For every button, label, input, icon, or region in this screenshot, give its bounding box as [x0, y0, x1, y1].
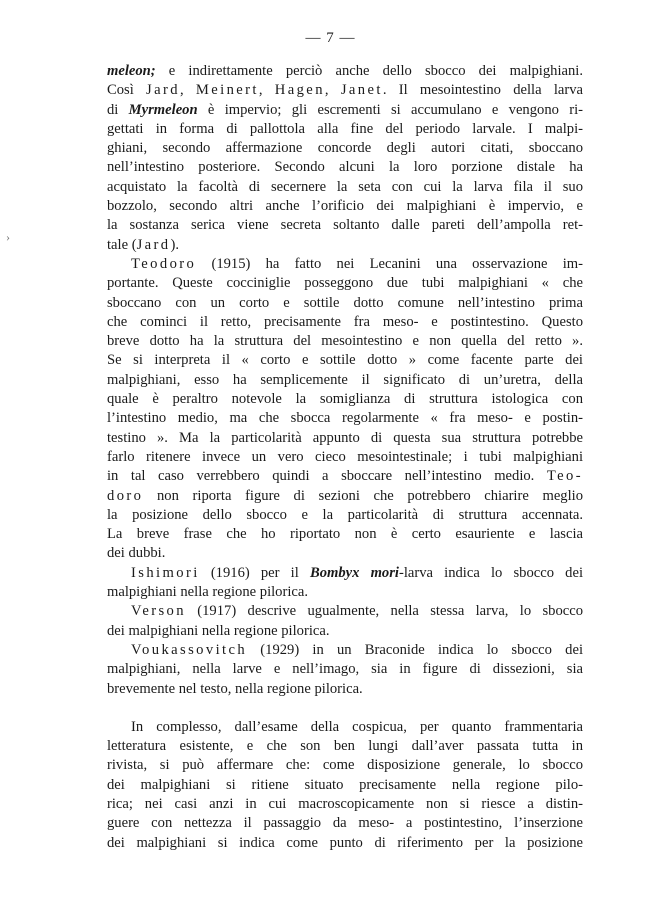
author-name: Verson — [131, 603, 186, 620]
text-line — [107, 390, 583, 409]
text-run: malpighiani, nella larve e nell’imago, sia in figure di dissezioni, sia — [107, 661, 583, 678]
text-line — [107, 409, 583, 428]
text-run: guere con nettezza il passaggio da meso- a postintestino, l’inserzione — [107, 815, 583, 832]
text-line — [107, 178, 583, 197]
text-line — [107, 718, 583, 737]
italic-term: meleon; — [107, 63, 156, 79]
text-run: Così — [107, 82, 147, 99]
text-line — [107, 680, 583, 699]
author-name: Janet — [340, 82, 383, 99]
author-name: Teo- — [546, 468, 583, 485]
author-name: Voukassovitch — [131, 641, 248, 658]
text-run: ). — [170, 236, 180, 253]
text-run: La breve frase che ho riportato non è certo esauriente e lascia — [107, 526, 583, 543]
page-number: — 7 — — [305, 30, 356, 46]
text-run: e indirettamente perciò anche dello sbocco dei malpighiani. — [155, 63, 583, 79]
text-line — [107, 81, 583, 100]
text-line — [107, 101, 583, 120]
text-line — [107, 583, 583, 602]
text-run: dei malpighiani nella regione pilorica. — [107, 622, 330, 639]
text-run: rica; nei casi anzi in cui macroscopicamente non si riesce a distin- — [107, 795, 583, 812]
text-run: sboccano con un corto e sottile dotto comune nell’intestino prima — [107, 294, 583, 311]
text-run: rivista, si può affermare che: come disposizione generale, lo sbocco — [107, 757, 583, 774]
author-name: Hagen — [274, 82, 325, 99]
text-run: -larva indica lo sbocco dei — [398, 564, 584, 581]
text-run: dei dubbi. — [107, 545, 166, 562]
text-run: dei malpighiani si indica come punto di riferimento per la posizione — [107, 834, 583, 851]
author-name: Jard — [146, 82, 180, 99]
text-run: tale ( — [107, 236, 137, 253]
text-line — [107, 371, 583, 390]
text-run: portante. Queste cocciniglie posseggono due tubi malpighiani « che — [107, 275, 583, 292]
text-line — [107, 834, 583, 853]
text-line — [107, 351, 583, 370]
text-line — [107, 737, 583, 756]
text-line — [107, 564, 583, 583]
text-line — [107, 795, 583, 814]
italic-term: Myrmeleon — [128, 101, 198, 118]
text-run: Se si interpreta il « corto e sottile dotto » come facente parte dei — [107, 352, 583, 369]
text-line — [107, 62, 583, 81]
text-line — [107, 814, 583, 833]
text-run: . Il mesointestino della larva — [382, 82, 584, 99]
text-run: di — [107, 101, 129, 118]
text-line — [107, 294, 583, 313]
text-run: , — [179, 82, 196, 99]
text-line — [107, 255, 583, 274]
text-line — [107, 158, 583, 177]
text-line — [107, 641, 583, 660]
text-run: testino ». Ma la particolarità appunto di questa sua struttura potrebbe — [107, 429, 583, 446]
text-run: In complesso, dall’esame della cospicua, per quanto frammentaria — [131, 718, 583, 735]
text-line — [107, 776, 583, 795]
text-run: (1916) per il — [199, 564, 310, 581]
text-line — [107, 506, 583, 525]
text-line — [107, 660, 583, 679]
text-line — [107, 544, 583, 563]
text-line — [107, 622, 583, 641]
paragraph-gap — [107, 699, 583, 718]
margin-mark: › — [6, 230, 10, 244]
text-run: breve dotto ha la struttura del mesointestino e non quella del retto ». — [107, 333, 583, 350]
text-run: (1929) in un Braconide indica lo sbocco dei — [247, 641, 583, 658]
text-run: l’intestino medio, ma che sbocca regolarmente « fra meso- e postin- — [107, 410, 583, 427]
text-line — [107, 467, 583, 486]
text-run: , — [258, 82, 275, 99]
text-run: non riporta figure di sezioni che potrebbero chiarire meglio — [143, 487, 583, 504]
author-name: Teodoro — [131, 255, 197, 272]
text-run: brevemente nel testo, nella regione pilorica. — [107, 680, 363, 697]
text-line — [107, 120, 583, 139]
text-line — [107, 525, 583, 544]
text-run: malpighiani nella regione pilorica. — [107, 584, 308, 601]
text-line — [107, 332, 583, 351]
text-run: gettati in forma di pallottola alla fine del periodo larvale. I malpi- — [107, 120, 583, 137]
text-run: è impervio; gli escrementi si accumulano e vengono ri- — [197, 101, 584, 118]
text-line — [107, 756, 583, 775]
author-name: Ishimori — [131, 564, 200, 581]
italic-term: Bombyx mori — [309, 564, 399, 581]
text-line — [107, 197, 583, 216]
body-text — [107, 62, 583, 853]
text-run: acquistato la facoltà di secernere la seta con cui la larva fila il suo — [107, 178, 583, 195]
text-run: farlo ritenere invece un vero cieco mesointestinale; i tubi malpighiani — [107, 448, 583, 465]
author-name: Meinert — [195, 82, 259, 99]
text-run: (1917) descrive ugualmente, nella stessa larva, lo sbocco — [185, 603, 583, 620]
text-line — [107, 602, 583, 621]
author-name: Jard — [136, 236, 171, 253]
text-run: nell’intestino posteriore. Secondo alcuni la loro porzione distale ha — [107, 159, 583, 176]
text-run: ghiani, secondo affermazione concorde degli autori citati, sboccano — [107, 140, 583, 157]
text-run: malpighiani, esso ha semplicemente il significato di un’uretra, della — [107, 371, 583, 388]
text-run: , — [324, 82, 341, 99]
text-run: quale è peraltro notevole la somiglianza di struttura istologica con — [107, 391, 583, 408]
text-run: (1915) ha fatto nei Lecanini una osservazione im- — [196, 255, 583, 272]
text-run: bozzolo, secondo altri anche l’orificio dei malpighiani è impervio, e — [107, 198, 583, 215]
text-run: dei malpighiani si ritiene situato precisamente nella regione pilo- — [107, 776, 583, 793]
text-run: letteratura esistente, e che son ben lungi dall’aver passata tutta in — [107, 738, 583, 755]
text-run: la posizione dello sbocco e la particolarità di struttura accennata. — [107, 506, 583, 523]
text-line — [107, 487, 583, 506]
text-line — [107, 429, 583, 448]
text-line — [107, 139, 583, 158]
text-run: in tal caso verrebbero quindi a sboccare nell’intestino medio. — [107, 468, 547, 485]
text-run: la sostanza serica viene secreta soltanto dalle pareti dell’ampolla ret- — [107, 217, 583, 234]
text-line — [107, 448, 583, 467]
text-line — [107, 236, 583, 255]
author-name: doro — [107, 487, 144, 504]
text-run: che cominci il retto, precisamente fra meso- e postintestino. Questo — [107, 313, 583, 330]
text-line — [107, 216, 583, 235]
text-line — [107, 274, 583, 293]
text-line — [107, 313, 583, 332]
